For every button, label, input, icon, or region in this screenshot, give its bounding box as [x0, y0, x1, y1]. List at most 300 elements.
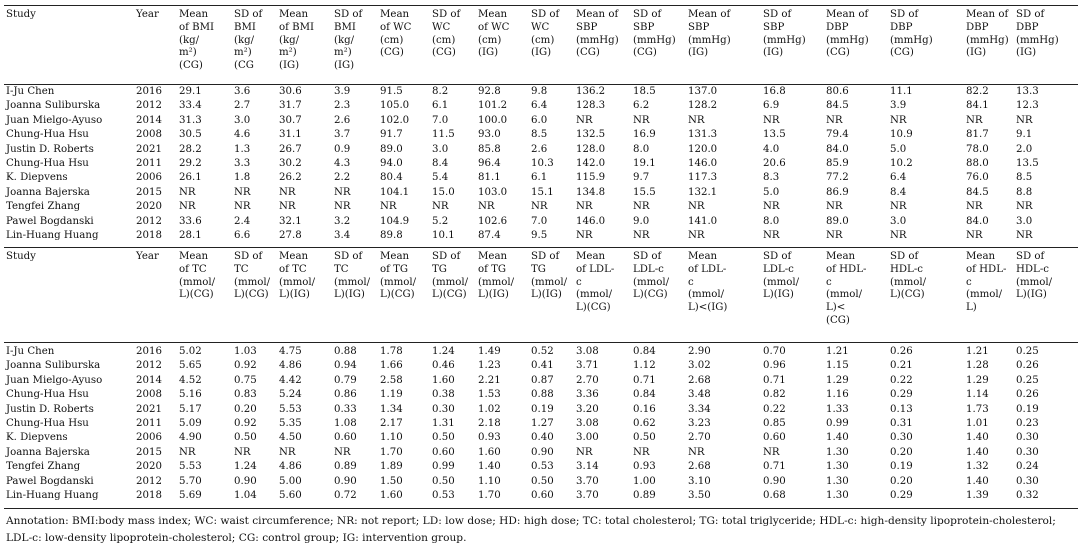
value-cell: NR: [633, 114, 650, 126]
value-cell: 1.60: [478, 446, 501, 458]
value-cell: 30.6: [279, 86, 302, 97]
value-cell: 3.14: [576, 461, 599, 473]
value-cell: 1.49: [478, 346, 501, 357]
value-cell: 0.60: [432, 446, 455, 458]
table2-header-col-14: Mean of HDL- c (mmol/ L)< (CG): [826, 251, 867, 326]
value-cell: 134.8: [576, 186, 606, 198]
value-cell: 1.34: [380, 403, 403, 415]
value-cell: 89.0: [826, 215, 849, 227]
study-name-cell: Juan Mielgo-Ayuso: [6, 374, 103, 386]
value-cell: 4.75: [279, 346, 302, 357]
value-cell: 29.1: [179, 86, 202, 97]
table2-header-col-11: SD of LDL-c (mmol/ L)(CG): [633, 251, 670, 301]
year-cell: 2015: [136, 186, 162, 198]
value-cell: 84.0: [826, 143, 849, 155]
value-cell: 0.31: [890, 418, 913, 429]
value-cell: 79.4: [826, 129, 849, 141]
value-cell: 3.08: [576, 346, 599, 357]
value-cell: 0.60: [334, 432, 357, 444]
value-cell: NR: [966, 114, 983, 126]
value-cell: 0.32: [1016, 490, 1039, 501]
table1-header-rule: [4, 84, 1078, 85]
value-cell: 11.5: [432, 129, 455, 141]
value-cell: 5.0: [763, 186, 780, 198]
value-cell: 7.0: [432, 114, 449, 126]
year-cell: 2020: [136, 201, 162, 213]
table2-header: [4, 251, 1078, 339]
value-cell: 80.6: [826, 86, 849, 97]
value-cell: 104.1: [380, 186, 410, 198]
value-cell: 3.70: [576, 490, 599, 501]
value-cell: 3.70: [576, 475, 599, 487]
table1-header-col-0: Study: [6, 9, 36, 20]
value-cell: 0.84: [633, 346, 656, 357]
value-cell: 0.96: [763, 360, 786, 372]
value-cell: NR: [1016, 114, 1033, 126]
table2-bottom-rule: [4, 508, 1078, 509]
value-cell: 85.9: [826, 158, 849, 169]
value-cell: 0.26: [1016, 360, 1039, 372]
value-cell: 5.53: [179, 461, 202, 473]
year-cell: 2018: [136, 490, 162, 501]
value-cell: 3.0: [1016, 215, 1033, 227]
value-cell: NR: [763, 230, 780, 241]
value-cell: NR: [1016, 201, 1033, 213]
study-name-cell: K. Diepvens: [6, 432, 68, 444]
table1-header-col-5: SD of BMI (kg/ m²) (IG): [334, 9, 363, 72]
table1-body: [4, 86, 1078, 246]
value-cell: 8.0: [763, 215, 780, 227]
value-cell: 103.0: [478, 186, 508, 198]
study-name-cell: Chung-Hua Hsu: [6, 129, 89, 141]
value-cell: 6.4: [890, 172, 907, 184]
table2-header-col-6: Mean of TG (mmol/ L)(CG): [380, 251, 417, 301]
value-cell: 1.40: [966, 432, 989, 444]
value-cell: 146.0: [576, 215, 606, 227]
table2-body: [4, 346, 1078, 506]
value-cell: 1.27: [531, 418, 554, 429]
value-cell: 1.40: [966, 446, 989, 458]
table1-header-col-13: SD of SBP (mmHg) (IG): [763, 9, 806, 59]
value-cell: 0.53: [432, 490, 455, 501]
value-cell: 0.19: [531, 403, 554, 415]
value-cell: 128.2: [688, 100, 718, 112]
table1-header-col-12: Mean of SBP (mmHg) (IG): [688, 9, 731, 59]
value-cell: 0.20: [890, 446, 913, 458]
year-cell: 2021: [136, 143, 162, 155]
value-cell: 1.30: [826, 490, 849, 501]
value-cell: 3.2: [334, 215, 351, 227]
table2-header-col-4: Mean of TC (mmol/ L)(IG): [279, 251, 316, 301]
value-cell: 92.8: [478, 86, 501, 97]
study-name-cell: Joanna Suliburska: [6, 100, 101, 112]
value-cell: 3.10: [688, 475, 711, 487]
value-cell: 120.0: [688, 143, 718, 155]
table1-header-col-9: SD of WC (cm) (IG): [531, 9, 560, 59]
value-cell: 0.26: [890, 346, 913, 357]
study-name-cell: Lin-Huang Huang: [6, 490, 99, 501]
value-cell: 0.71: [763, 461, 786, 473]
value-cell: 6.1: [432, 100, 449, 112]
study-name-cell: Justin D. Roberts: [6, 143, 94, 155]
value-cell: 5.2: [432, 215, 449, 227]
value-cell: 0.85: [763, 418, 786, 429]
table2-header-col-15: SD of HDL-c (mmol/ L)(CG): [890, 251, 927, 301]
year-cell: 2014: [136, 374, 162, 386]
value-cell: 6.1: [531, 172, 548, 184]
value-cell: 1.40: [478, 461, 501, 473]
value-cell: 0.40: [531, 432, 554, 444]
study-name-cell: Chung-Hua Hsu: [6, 158, 89, 169]
value-cell: NR: [334, 186, 351, 198]
value-cell: 15.5: [633, 186, 656, 198]
value-cell: 9.1: [1016, 129, 1033, 141]
value-cell: 1.39: [966, 490, 989, 501]
value-cell: 1.40: [826, 432, 849, 444]
value-cell: 0.90: [334, 475, 357, 487]
value-cell: 0.75: [234, 374, 257, 386]
value-cell: 102.6: [478, 215, 508, 227]
year-cell: 2015: [136, 446, 162, 458]
value-cell: NR: [334, 201, 351, 213]
value-cell: 0.72: [334, 490, 357, 501]
value-cell: 30.5: [179, 129, 202, 141]
value-cell: 146.0: [688, 158, 718, 169]
value-cell: 94.0: [380, 158, 403, 169]
value-cell: 1.66: [380, 360, 403, 372]
value-cell: 5.24: [279, 389, 302, 401]
value-cell: 4.42: [279, 374, 302, 386]
value-cell: 84.5: [966, 186, 989, 198]
value-cell: 9.7: [633, 172, 650, 184]
value-cell: 141.0: [688, 215, 718, 227]
table1-header-col-16: Mean of DBP (mmHg) (IG): [966, 9, 1009, 59]
year-cell: 2006: [136, 172, 162, 184]
value-cell: 1.01: [966, 418, 989, 429]
value-cell: 0.89: [633, 490, 656, 501]
value-cell: 1.24: [234, 461, 257, 473]
value-cell: 4.90: [179, 432, 202, 444]
value-cell: NR: [576, 201, 593, 213]
table1-header-col-17: SD of DBP (mmHg) (IG): [1016, 9, 1059, 59]
value-cell: 87.4: [478, 230, 501, 241]
value-cell: 0.30: [1016, 475, 1039, 487]
value-cell: 16.8: [763, 86, 786, 97]
value-cell: 5.60: [279, 490, 302, 501]
year-cell: 2012: [136, 360, 162, 372]
year-cell: 2011: [136, 418, 162, 429]
value-cell: 1.24: [432, 346, 455, 357]
value-cell: 13.5: [763, 129, 786, 141]
value-cell: NR: [576, 114, 593, 126]
value-cell: 6.4: [531, 100, 548, 112]
value-cell: 6.2: [633, 100, 650, 112]
table1-header-col-1: Year: [136, 9, 159, 20]
year-cell: 2018: [136, 230, 162, 241]
table2-header-col-10: Mean of LDL- c (mmol/ L)(CG): [576, 251, 615, 314]
value-cell: NR: [179, 186, 196, 198]
value-cell: 0.29: [890, 389, 913, 401]
value-cell: 6.0: [531, 114, 548, 126]
value-cell: NR: [966, 201, 983, 213]
value-cell: 85.8: [478, 143, 501, 155]
value-cell: NR: [826, 230, 843, 241]
value-cell: 0.93: [633, 461, 656, 473]
value-cell: 5.16: [179, 389, 202, 401]
value-cell: 1.03: [234, 346, 257, 357]
value-cell: 28.2: [179, 143, 202, 155]
table1-header-col-15: SD of DBP (mmHg) (CG): [890, 9, 933, 59]
value-cell: 28.1: [179, 230, 202, 241]
table1-header-col-4: Mean of BMI (kg/ m²) (IG): [279, 9, 315, 72]
value-cell: 2.70: [688, 432, 711, 444]
year-cell: 2012: [136, 215, 162, 227]
value-cell: 3.9: [334, 86, 351, 97]
value-cell: 1.60: [380, 490, 403, 501]
table1-header-col-6: Mean of WC (cm) (CG): [380, 9, 412, 59]
value-cell: 3.9: [890, 100, 907, 112]
value-cell: 142.0: [576, 158, 606, 169]
value-cell: 5.65: [179, 360, 202, 372]
value-cell: 0.50: [234, 432, 257, 444]
value-cell: 0.83: [234, 389, 257, 401]
value-cell: 76.0: [966, 172, 989, 184]
year-cell: 2020: [136, 461, 162, 473]
value-cell: 3.3: [234, 158, 251, 169]
value-cell: 0.41: [531, 360, 554, 372]
value-cell: 3.0: [432, 143, 449, 155]
value-cell: 0.88: [334, 346, 357, 357]
value-cell: 0.50: [432, 432, 455, 444]
table2-header-col-17: SD of HDL-c (mmol/ L)(IG): [1016, 251, 1053, 301]
table1-header-col-7: SD of WC (cm) (CG): [432, 9, 461, 59]
value-cell: 0.24: [1016, 461, 1039, 473]
value-cell: 0.60: [531, 490, 554, 501]
value-cell: 15.0: [432, 186, 455, 198]
study-name-cell: Juan Mielgo-Ayuso: [6, 114, 103, 126]
value-cell: NR: [576, 446, 593, 458]
value-cell: 88.0: [966, 158, 989, 169]
value-cell: 1.21: [826, 346, 849, 357]
value-cell: 26.7: [279, 143, 302, 155]
value-cell: NR: [334, 446, 351, 458]
value-cell: NR: [179, 201, 196, 213]
value-cell: 3.34: [688, 403, 711, 415]
value-cell: 1.3: [234, 143, 251, 155]
value-cell: NR: [763, 114, 780, 126]
value-cell: 4.50: [279, 432, 302, 444]
value-cell: 105.0: [380, 100, 410, 112]
value-cell: 0.87: [531, 374, 554, 386]
value-cell: 20.6: [763, 158, 786, 169]
study-name-cell: Joanna Bajerska: [6, 446, 90, 458]
value-cell: 128.0: [576, 143, 606, 155]
value-cell: 19.1: [633, 158, 656, 169]
table2-header-col-12: Mean of LDL- c (mmol/ L)<(IG): [688, 251, 728, 314]
value-cell: 0.92: [234, 418, 257, 429]
value-cell: 91.5: [380, 86, 403, 97]
value-cell: 100.0: [478, 114, 508, 126]
table2-header-col-16: Mean of HDL- c (mmol/ L): [966, 251, 1007, 314]
value-cell: 0.89: [334, 461, 357, 473]
value-cell: 1.19: [380, 389, 403, 401]
value-cell: 82.2: [966, 86, 989, 97]
value-cell: 2.68: [688, 374, 711, 386]
value-cell: 0.30: [890, 432, 913, 444]
value-cell: 1.32: [966, 461, 989, 473]
value-cell: 5.17: [179, 403, 202, 415]
value-cell: NR: [279, 186, 296, 198]
value-cell: NR: [531, 201, 548, 213]
value-cell: 3.0: [234, 114, 251, 126]
value-cell: NR: [966, 230, 983, 241]
value-cell: 1.29: [826, 374, 849, 386]
year-cell: 2008: [136, 129, 162, 141]
value-cell: 5.09: [179, 418, 202, 429]
table1-top-rule: [4, 5, 1078, 6]
value-cell: 132.5: [576, 129, 606, 141]
value-cell: 131.3: [688, 129, 718, 141]
study-name-cell: Pawel Bogdanski: [6, 215, 94, 227]
value-cell: NR: [234, 446, 251, 458]
value-cell: 5.35: [279, 418, 302, 429]
value-cell: 84.5: [826, 100, 849, 112]
value-cell: 2.7: [234, 100, 251, 112]
value-cell: 3.20: [576, 403, 599, 415]
value-cell: NR: [432, 201, 449, 213]
value-cell: NR: [688, 230, 705, 241]
value-cell: 1.15: [826, 360, 849, 372]
value-cell: NR: [234, 201, 251, 213]
value-cell: 84.1: [966, 100, 989, 112]
value-cell: 0.94: [334, 360, 357, 372]
table2-header-col-0: Study: [6, 251, 36, 262]
value-cell: 0.79: [334, 374, 357, 386]
value-cell: 5.4: [432, 172, 449, 184]
value-cell: 1.30: [826, 461, 849, 473]
value-cell: 1.02: [478, 403, 501, 415]
value-cell: 1.29: [966, 374, 989, 386]
value-cell: 13.3: [1016, 86, 1039, 97]
year-cell: 2016: [136, 346, 162, 357]
value-cell: 31.1: [279, 129, 302, 141]
value-cell: 5.53: [279, 403, 302, 415]
year-cell: 2012: [136, 475, 162, 487]
value-cell: 0.29: [890, 490, 913, 501]
value-cell: 5.00: [279, 475, 302, 487]
value-cell: 0.90: [763, 475, 786, 487]
value-cell: 6.6: [234, 230, 251, 241]
table1-header-col-8: Mean of WC (cm) (IG): [478, 9, 510, 59]
value-cell: 16.9: [633, 129, 656, 141]
study-name-cell: I-Ju Chen: [6, 346, 55, 357]
value-cell: 81.7: [966, 129, 989, 141]
value-cell: 11.1: [890, 86, 913, 97]
value-cell: 86.9: [826, 186, 849, 198]
value-cell: 0.26: [1016, 389, 1039, 401]
value-cell: 1.53: [478, 389, 501, 401]
table2-header-col-8: Mean of TG (mmol/ L)(IG): [478, 251, 515, 301]
value-cell: 137.0: [688, 86, 718, 97]
value-cell: 0.70: [763, 346, 786, 357]
value-cell: NR: [763, 201, 780, 213]
value-cell: 0.16: [633, 403, 656, 415]
value-cell: 3.02: [688, 360, 711, 372]
table2-header-rule: [4, 342, 1078, 343]
value-cell: 31.7: [279, 100, 302, 112]
value-cell: 4.52: [179, 374, 202, 386]
value-cell: 1.33: [826, 403, 849, 415]
value-cell: 3.48: [688, 389, 711, 401]
study-name-cell: Joanna Bajerska: [6, 186, 90, 198]
value-cell: NR: [1016, 230, 1033, 241]
value-cell: 4.0: [763, 143, 780, 155]
table1-header-col-3: SD of BMI (kg/ m²) (CG: [234, 9, 263, 72]
value-cell: 0.30: [1016, 446, 1039, 458]
value-cell: 0.99: [826, 418, 849, 429]
study-name-cell: Lin-Huang Huang: [6, 230, 99, 241]
value-cell: 8.0: [633, 143, 650, 155]
value-cell: 3.0: [890, 215, 907, 227]
value-cell: 12.3: [1016, 100, 1039, 112]
value-cell: 32.1: [279, 215, 302, 227]
value-cell: 3.50: [688, 490, 711, 501]
table-annotation: Annotation: BMI:body mass index; WC: waist circumference; NR: not report; LD: low dose; HD: high dose; TC: total cholesterol; TG: total triglyceride; HDL-c: high-density lipoprotein-cholesterol; LDL-c: low-density lipoprotein-cholesterol; CG: control group; IG: intervention group.: [6, 515, 1056, 544]
value-cell: NR: [688, 201, 705, 213]
value-cell: 0.30: [432, 403, 455, 415]
value-cell: 0.84: [633, 389, 656, 401]
value-cell: 0.88: [531, 389, 554, 401]
value-cell: 1.70: [478, 490, 501, 501]
value-cell: 80.4: [380, 172, 403, 184]
table2-header-col-13: SD of LDL-c (mmol/ L)(IG): [763, 251, 800, 301]
value-cell: 5.69: [179, 490, 202, 501]
value-cell: 84.0: [966, 215, 989, 227]
value-cell: 10.1: [432, 230, 455, 241]
study-name-cell: Justin D. Roberts: [6, 403, 94, 415]
value-cell: NR: [763, 446, 780, 458]
value-cell: NR: [890, 114, 907, 126]
value-cell: 2.17: [380, 418, 403, 429]
year-cell: 2012: [136, 100, 162, 112]
value-cell: NR: [890, 230, 907, 241]
year-cell: 2014: [136, 114, 162, 126]
value-cell: 7.0: [531, 215, 548, 227]
value-cell: 10.3: [531, 158, 554, 169]
value-cell: 5.0: [890, 143, 907, 155]
value-cell: 4.6: [234, 129, 251, 141]
value-cell: 0.50: [531, 475, 554, 487]
value-cell: 30.7: [279, 114, 302, 126]
value-cell: 1.14: [966, 389, 989, 401]
value-cell: 26.2: [279, 172, 302, 184]
value-cell: 26.1: [179, 172, 202, 184]
value-cell: NR: [576, 230, 593, 241]
value-cell: 0.71: [763, 374, 786, 386]
value-cell: 1.70: [380, 446, 403, 458]
value-cell: 2.18: [478, 418, 501, 429]
value-cell: 27.8: [279, 230, 302, 241]
value-cell: 91.7: [380, 129, 403, 141]
value-cell: 0.23: [1016, 418, 1039, 429]
value-cell: 0.99: [432, 461, 455, 473]
value-cell: 1.8: [234, 172, 251, 184]
value-cell: 0.60: [763, 432, 786, 444]
value-cell: 0.93: [478, 432, 501, 444]
value-cell: 2.3: [334, 100, 351, 112]
value-cell: 8.5: [1016, 172, 1033, 184]
value-cell: 2.4: [234, 215, 251, 227]
